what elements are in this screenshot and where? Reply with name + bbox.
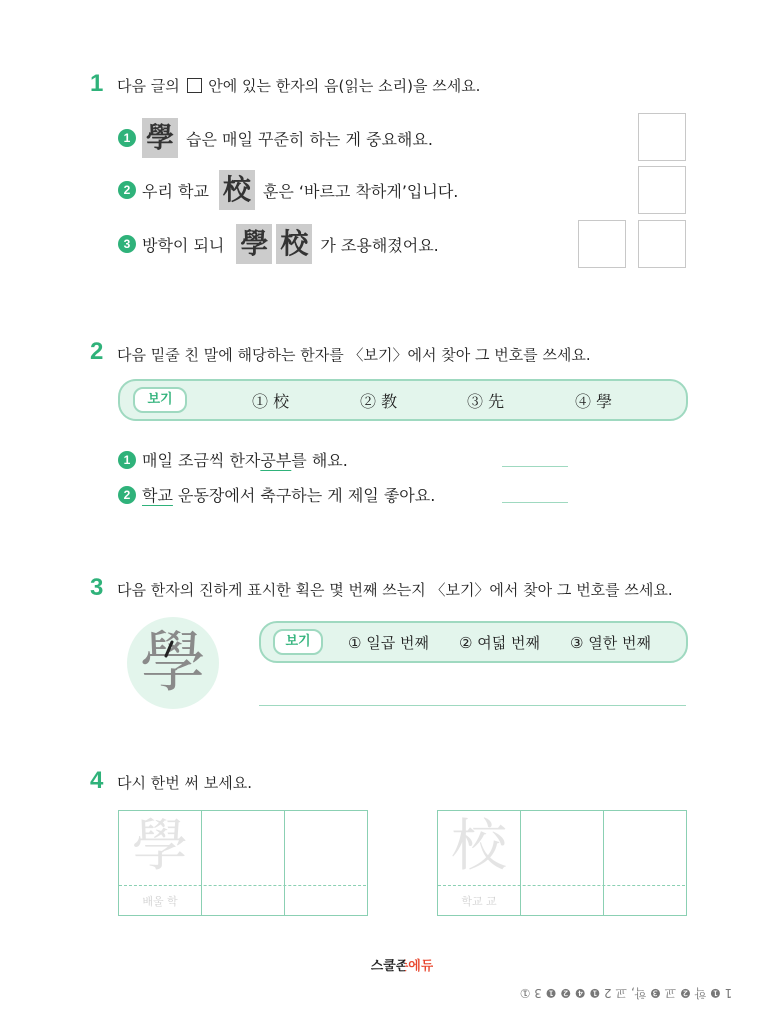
question-1-number: 1 xyxy=(90,70,104,97)
question-4-number: 4 xyxy=(90,767,104,794)
logo-text: 스쿨존에듀 xyxy=(370,958,434,973)
q1-item-2 xyxy=(118,170,458,210)
trace-hanja: 學 xyxy=(132,814,188,879)
q2-item-1 xyxy=(118,448,348,471)
writing-cell[interactable] xyxy=(520,810,604,916)
question-1-text xyxy=(117,75,480,96)
sentence-text: 우리 학교 xyxy=(142,181,209,201)
bogi-option: ③ 열한 번째 xyxy=(570,634,651,652)
guide-dashed-line xyxy=(438,885,685,886)
question-2-text: 다음 밑줄 친 말에 해당하는 한자를 〈보기〉에서 찾아 그 번호를 쓰세요. xyxy=(117,346,591,364)
answer-line[interactable] xyxy=(502,466,568,467)
hanja-caption: 배울 학 xyxy=(142,895,178,908)
question-1-text-b: 안에 있는 한자의 음(읽는 소리)을 쓰세요. xyxy=(208,77,481,95)
answer-box[interactable] xyxy=(638,220,686,268)
sentence-text: 방학이 되니 xyxy=(142,235,225,255)
underlined-word: 공부 xyxy=(260,451,292,470)
guide-dashed-line xyxy=(119,885,366,886)
sentence-text: 훈은 ‘바르고 착하게’입니다. xyxy=(262,181,459,201)
item-number-badge: 3 xyxy=(118,235,136,253)
question-4-text: 다시 한번 써 보세요. xyxy=(117,774,252,792)
answer-key-upside-down: 1 ❶ 학 ❷ 교 ❸ 학, 교 2 ❶ ❹ ❷ ❶ 3 ① xyxy=(519,986,733,1000)
item-number-badge: 2 xyxy=(118,486,136,504)
bogi-option: ① 일곱 번째 xyxy=(348,634,429,652)
question-3-text: 다음 한자의 진하게 표시한 획은 몇 번째 쓰는지 〈보기〉에서 찾아 그 번호를 쓰세요. xyxy=(117,581,673,599)
question-3-number: 3 xyxy=(90,574,104,601)
hanja-box: 校 xyxy=(219,170,255,210)
writing-cell[interactable] xyxy=(201,810,285,916)
bogi-option: ③ 先 xyxy=(467,392,505,411)
underlined-word: 학교 xyxy=(142,486,173,505)
blank-square-icon xyxy=(187,78,202,93)
hanja-box: 學 xyxy=(236,224,272,264)
answer-line[interactable] xyxy=(502,502,568,503)
hanja-box: 學 xyxy=(142,118,178,158)
writing-cell[interactable] xyxy=(284,810,368,916)
answer-line[interactable] xyxy=(259,705,686,706)
q1-item-3 xyxy=(118,224,439,264)
hanja-caption: 학교 교 xyxy=(461,895,497,908)
item-number-badge: 2 xyxy=(118,181,136,199)
answer-box[interactable] xyxy=(638,166,686,214)
bogi-option: ② 여덟 번째 xyxy=(459,634,540,652)
writing-cell[interactable] xyxy=(603,810,687,916)
hanja-box: 校 xyxy=(276,224,312,264)
answer-key-wrapper xyxy=(504,982,748,1004)
bogi-option: ② 教 xyxy=(360,392,398,411)
item-number-badge: 1 xyxy=(118,129,136,147)
question-1-text-a: 다음 글의 xyxy=(117,77,180,95)
sentence-text: 운동장에서 축구하는 게 제일 좋아요. xyxy=(172,486,436,505)
bogi-label: 보기 xyxy=(273,629,323,655)
answer-box[interactable] xyxy=(638,113,686,161)
item-number-badge: 1 xyxy=(118,451,136,469)
bogi-option: ④ 學 xyxy=(575,392,613,411)
sentence-text: 가 조용해졌어요. xyxy=(320,235,439,255)
q1-item-1 xyxy=(118,118,433,158)
sentence-text: 를 해요. xyxy=(291,451,348,470)
bogi-label: 보기 xyxy=(133,387,187,413)
highlight-stroke-icon xyxy=(160,640,180,660)
q2-item-2 xyxy=(118,483,435,506)
stroke-hanja: 學 xyxy=(140,624,206,701)
sentence-text: 매일 조금씩 한자 xyxy=(142,451,261,470)
answer-box[interactable] xyxy=(578,220,626,268)
trace-hanja: 校 xyxy=(451,814,507,879)
question-2-number: 2 xyxy=(90,338,104,365)
bogi-option: ① 校 xyxy=(252,392,290,411)
logo xyxy=(366,955,438,974)
sentence-text: 습은 매일 꾸준히 하는 게 중요해요. xyxy=(186,129,433,149)
